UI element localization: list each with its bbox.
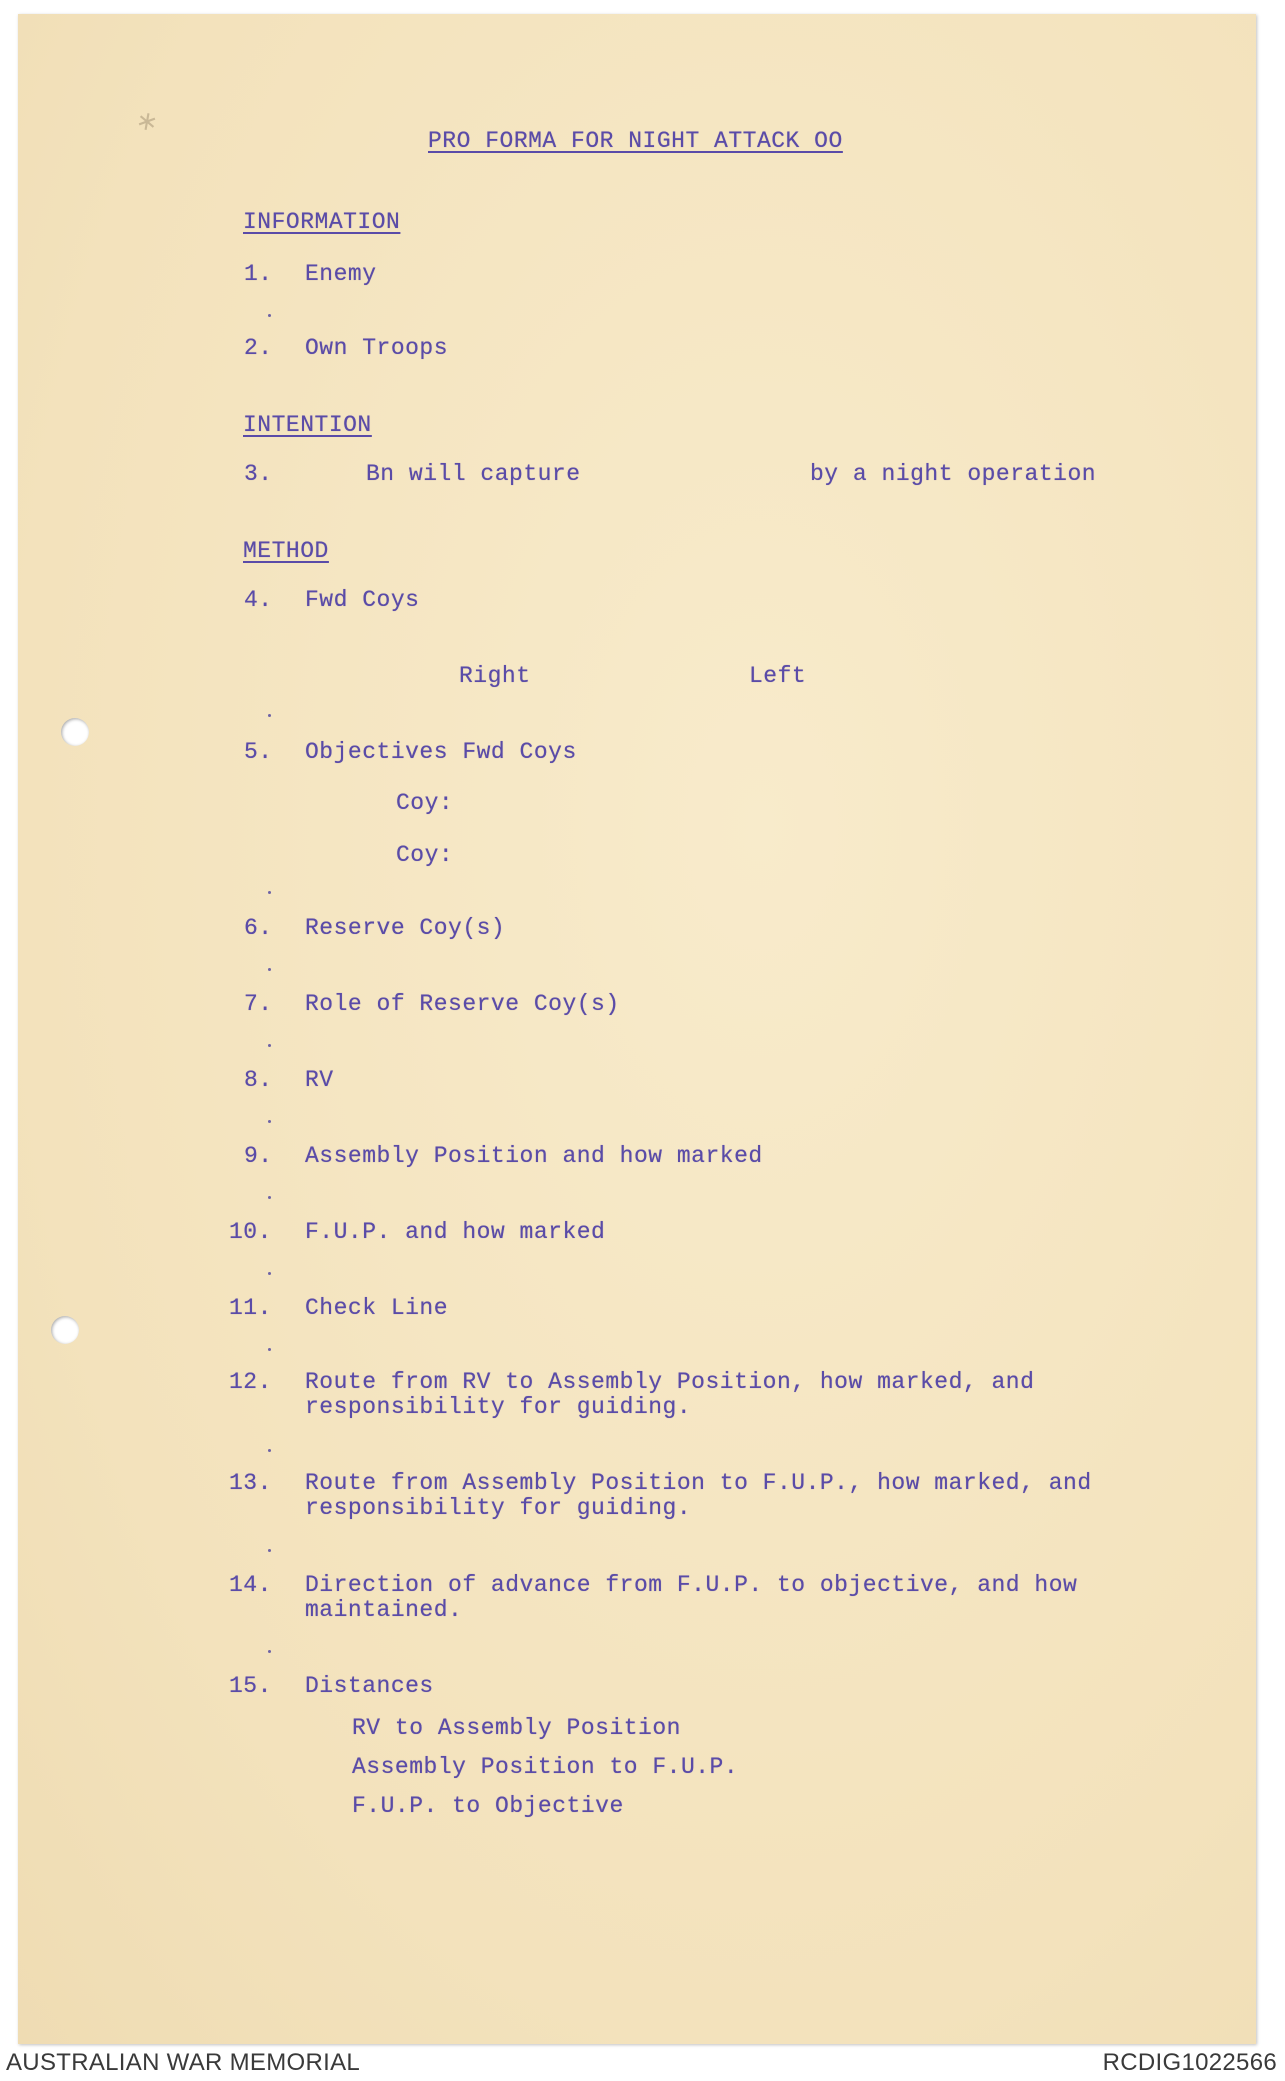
item-text: responsibility for guiding.: [305, 1394, 692, 1420]
dot-marker: [268, 1044, 271, 1047]
item-text: Direction of advance from F.U.P. to objective, and how: [305, 1572, 1078, 1598]
stamp-mark-icon: ⚹: [132, 102, 162, 142]
item-number: 10.: [229, 1219, 272, 1245]
item-number: 12.: [229, 1369, 272, 1395]
item-text: Bn will capture: [366, 461, 581, 487]
item-number: 6.: [244, 915, 273, 941]
item-text: Reserve Coy(s): [305, 915, 506, 941]
item-number: 14.: [229, 1572, 272, 1598]
sub-item: Assembly Position to F.U.P.: [352, 1754, 739, 1780]
sub-item: Coy:: [396, 790, 454, 816]
section-heading-method: METHOD: [243, 538, 329, 564]
item-number: 4.: [244, 587, 273, 613]
dot-marker: [268, 1196, 271, 1199]
item-number: 15.: [229, 1673, 272, 1699]
dot-marker: [268, 1449, 271, 1452]
dot-marker: [268, 314, 271, 317]
dot-marker: [268, 714, 271, 717]
dot-marker: [268, 1549, 271, 1552]
page-title: PRO FORMA FOR NIGHT ATTACK OO: [428, 128, 843, 154]
item-text: Route from RV to Assembly Position, how marked, and: [305, 1369, 1035, 1395]
item-text: Assembly Position and how marked: [305, 1143, 763, 1169]
footer-id: RCDIG1022566: [1102, 2049, 1277, 2076]
item-text: Route from Assembly Position to F.U.P., how marked, and: [305, 1470, 1092, 1496]
item-number: 11.: [229, 1295, 272, 1321]
item-text: maintained.: [305, 1597, 463, 1623]
dot-marker: [268, 968, 271, 971]
item-number: 3.: [244, 461, 273, 487]
item-text: Distances: [305, 1673, 434, 1699]
item-number: 7.: [244, 991, 273, 1017]
item-text: Fwd Coys: [305, 587, 420, 613]
column-label-left: Left: [749, 663, 807, 689]
item-text: Objectives Fwd Coys: [305, 739, 577, 765]
dot-marker: [268, 1650, 271, 1653]
item-text: RV: [305, 1067, 334, 1093]
item-number: 8.: [244, 1067, 273, 1093]
item-number: 1.: [244, 261, 273, 287]
item-number: 2.: [244, 335, 273, 361]
dot-marker: [268, 1120, 271, 1123]
footer-source: AUSTRALIAN WAR MEMORIAL: [6, 2049, 361, 2076]
sub-item: F.U.P. to Objective: [352, 1793, 624, 1819]
dot-marker: [268, 1272, 271, 1275]
item-number: 13.: [229, 1470, 272, 1496]
item-text: Own Troops: [305, 335, 449, 361]
section-heading-intention: INTENTION: [243, 412, 372, 438]
item-number: 9.: [244, 1143, 273, 1169]
section-heading-information: INFORMATION: [243, 209, 401, 235]
punch-hole-top: [61, 718, 89, 746]
item-text: Role of Reserve Coy(s): [305, 991, 620, 1017]
dot-marker: [268, 891, 271, 894]
item-text: by a night operation: [810, 461, 1097, 487]
sub-item: RV to Assembly Position: [352, 1715, 681, 1741]
item-text: Check Line: [305, 1295, 449, 1321]
dot-marker: [268, 1348, 271, 1351]
item-number: 5.: [244, 739, 273, 765]
sub-item: Coy:: [396, 842, 454, 868]
item-text: F.U.P. and how marked: [305, 1219, 606, 1245]
column-label-right: Right: [459, 663, 531, 689]
item-text: responsibility for guiding.: [305, 1495, 692, 1521]
item-text: Enemy: [305, 261, 377, 287]
punch-hole-bottom: [51, 1316, 79, 1344]
